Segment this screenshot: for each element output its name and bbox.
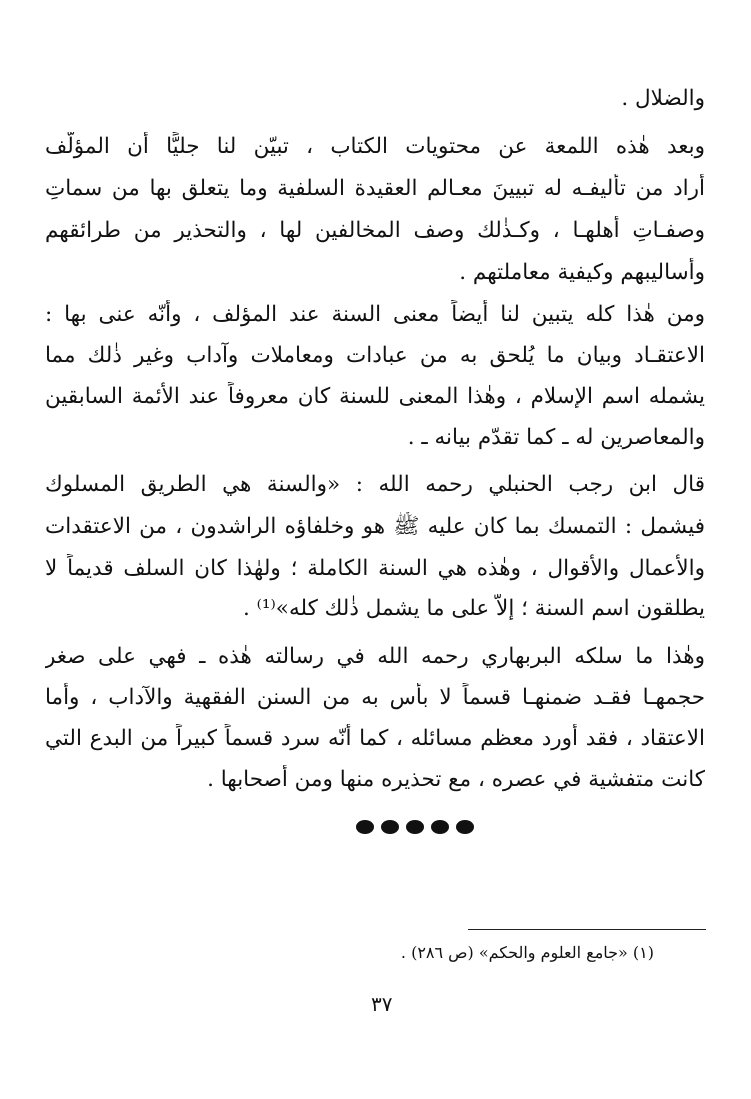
dot-icon (381, 820, 399, 834)
text-line: حجمهـا فقـد ضمنهـا قسماً لا بأس به من السنن الفقهية والآداب ، وأما (45, 685, 705, 710)
text-line: وبعد هٰذه اللمعة عن محتويات الكتاب ، تبيّن لنا جليًّا أن المؤلّف (45, 134, 705, 159)
text-line: الاعتقاد ، فقد أورد معظم مسائله ، كما أنّه سرد قسماً كبيراً من البدع التي (45, 726, 705, 751)
dot-icon (356, 820, 374, 834)
text-line: وأساليبهم وكيفية معاملتهم . (459, 260, 705, 285)
text-line: فيشمل : التمسك بما كان عليه ﷺ هو وخلفاؤه الراشدون ، من الاعتقدات (45, 514, 705, 539)
text-line: يشمله اسم الإسلام ، وهٰذا المعنى للسنة كان معروفاً عند الأئمة السابقين (45, 384, 705, 409)
text-line: والأعمال والأقوال ، وهٰذه هي السنة الكاملة ؛ ولهٰذا كان السلف قديماً لا (45, 556, 705, 581)
dot-icon (431, 820, 449, 834)
text-line: وهٰذا ما سلكه البربهاري رحمه الله في رسالته هٰذه ـ فهي على صغر (45, 644, 705, 669)
dot-icon (406, 820, 424, 834)
text-line: والمعاصرين له ـ كما تقدّم بيانه ـ . (407, 425, 705, 450)
text-line: يطلقون اسم السنة ؛ إلاَّ على ما يشمل ذٰلك كله»⁽¹⁾ . (242, 596, 705, 621)
text-line: الاعتقـاد وبيان ما يُلحق به من عبادات ومعاملات وآداب وغير ذٰلك مما (45, 343, 705, 368)
dot-icon (456, 820, 474, 834)
text-line: ومن هٰذا كله يتبين لنا أيضاً معنى السنة عند المؤلف ، وأنّه عنى بها : (45, 302, 705, 327)
text-line: كانت متفشية في عصره ، مع تحذيره منها ومن أصحابها . (207, 767, 705, 792)
text-line: والضلال . (621, 86, 705, 111)
footnote-divider (468, 929, 706, 930)
text-line: أراد من تأليفـه له تبيينَ معـالم العقيدة السلفية وما يتعلق بها من سماتِ (45, 176, 705, 201)
five-dot-separator-icon (356, 818, 476, 836)
text-line: وصفـاتِ أهلهـا ، وكـذٰلك وصف المخالفين لها ، والتحذير من طرائقهم (45, 218, 705, 243)
page-number: ٣٧ (371, 992, 393, 1016)
text-line: قال ابن رجب الحنبلي رحمه الله : «والسنة هي الطريق المسلوك (45, 472, 705, 497)
footnote: (١) «جامع العلوم والحكم» (ص ٢٨٦) . (400, 943, 654, 962)
